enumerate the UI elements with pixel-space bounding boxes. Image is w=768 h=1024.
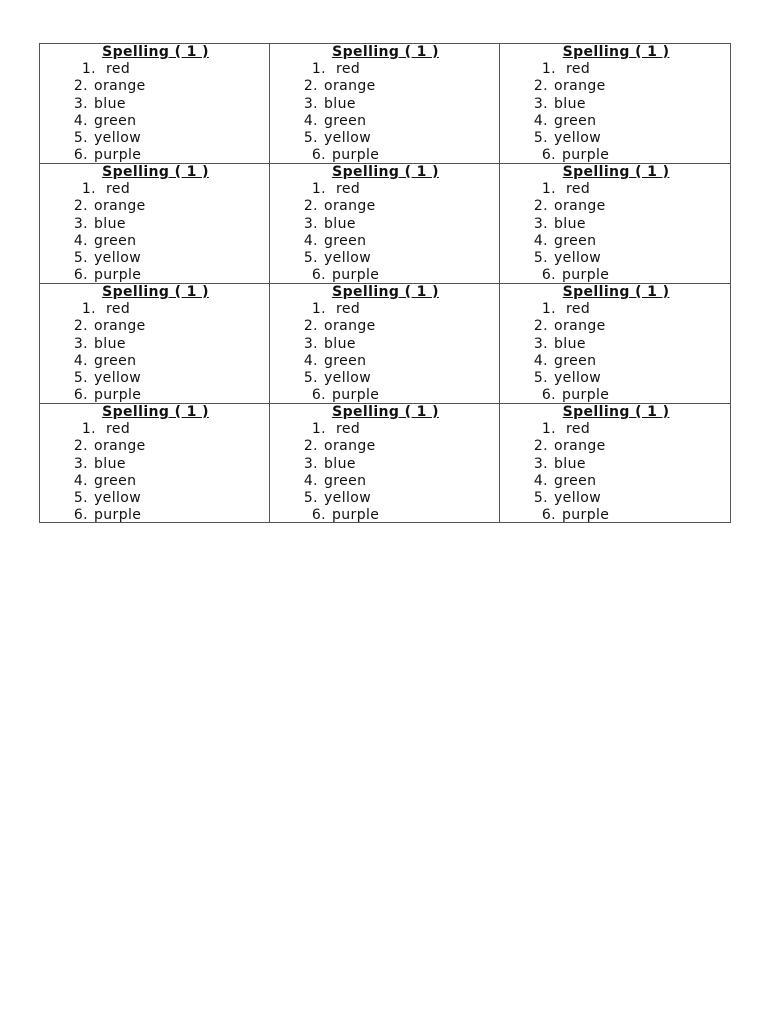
word-text: purple bbox=[332, 387, 380, 404]
list-item bbox=[500, 267, 730, 284]
word-number: 1. bbox=[541, 61, 556, 78]
word-text: blue bbox=[94, 455, 126, 472]
word-list bbox=[500, 181, 730, 284]
word-number: 3. bbox=[303, 335, 318, 352]
list-item bbox=[40, 216, 269, 233]
word-number: 4. bbox=[73, 112, 88, 129]
list-item bbox=[40, 147, 269, 164]
list-item bbox=[270, 61, 499, 78]
list-item bbox=[270, 250, 499, 267]
word-number: 3. bbox=[303, 455, 318, 472]
list-item bbox=[270, 456, 499, 473]
list-item bbox=[500, 130, 730, 147]
card-title: Spelling ( 1 ) bbox=[562, 284, 670, 300]
card-title: Spelling ( 1 ) bbox=[102, 164, 209, 180]
list-item bbox=[270, 233, 499, 250]
spelling-card bbox=[270, 164, 500, 284]
word-number: 1. bbox=[81, 181, 96, 198]
list-item bbox=[40, 181, 269, 198]
word-number: 5. bbox=[303, 489, 318, 506]
list-item bbox=[270, 473, 499, 490]
word-text: yellow bbox=[554, 369, 602, 386]
word-text: green bbox=[94, 232, 137, 249]
word-text: blue bbox=[94, 95, 126, 112]
list-item bbox=[270, 438, 499, 455]
word-text: orange bbox=[94, 318, 146, 335]
word-number: 5. bbox=[533, 369, 548, 386]
word-text: red bbox=[566, 301, 591, 318]
word-number: 2. bbox=[533, 198, 548, 215]
word-number: 5. bbox=[303, 249, 318, 266]
word-number: 2. bbox=[303, 438, 318, 455]
word-number: 6. bbox=[73, 147, 88, 164]
list-item bbox=[500, 353, 730, 370]
word-text: yellow bbox=[324, 249, 372, 266]
word-text: red bbox=[106, 61, 131, 78]
word-text: purple bbox=[562, 147, 610, 164]
list-item bbox=[270, 130, 499, 147]
list-item bbox=[40, 96, 269, 113]
word-list bbox=[270, 301, 499, 404]
word-list bbox=[40, 421, 269, 524]
word-text: green bbox=[324, 232, 367, 249]
card-title: Spelling ( 1 ) bbox=[332, 284, 439, 300]
word-number: 2. bbox=[303, 318, 318, 335]
word-number: 3. bbox=[73, 215, 88, 232]
word-text: purple bbox=[562, 267, 610, 284]
word-number: 2. bbox=[533, 318, 548, 335]
word-number: 5. bbox=[533, 129, 548, 146]
word-number: 4. bbox=[303, 472, 318, 489]
card-title: Spelling ( 1 ) bbox=[332, 404, 439, 420]
word-list bbox=[500, 61, 730, 164]
word-list bbox=[270, 61, 499, 164]
word-list bbox=[500, 421, 730, 524]
word-text: orange bbox=[554, 318, 606, 335]
word-text: purple bbox=[94, 507, 142, 524]
word-number: 3. bbox=[533, 95, 548, 112]
word-text: red bbox=[336, 301, 361, 318]
list-item bbox=[500, 78, 730, 95]
word-number: 1. bbox=[311, 61, 326, 78]
list-item bbox=[40, 250, 269, 267]
word-number: 3. bbox=[533, 335, 548, 352]
list-item bbox=[40, 233, 269, 250]
spelling-card bbox=[500, 284, 730, 404]
word-number: 6. bbox=[311, 387, 326, 404]
word-number: 5. bbox=[303, 129, 318, 146]
word-text: yellow bbox=[324, 489, 372, 506]
spelling-cards-sheet bbox=[39, 43, 731, 523]
word-text: yellow bbox=[94, 369, 142, 386]
word-number: 6. bbox=[311, 507, 326, 524]
word-text: orange bbox=[554, 78, 606, 95]
list-item bbox=[500, 507, 730, 524]
word-number: 1. bbox=[81, 301, 96, 318]
word-number: 6. bbox=[73, 267, 88, 284]
word-number: 2. bbox=[73, 318, 88, 335]
word-text: purple bbox=[94, 387, 142, 404]
word-text: yellow bbox=[94, 489, 142, 506]
card-title: Spelling ( 1 ) bbox=[562, 164, 670, 180]
list-item bbox=[270, 216, 499, 233]
list-item bbox=[40, 438, 269, 455]
word-text: purple bbox=[562, 387, 610, 404]
word-number: 6. bbox=[541, 507, 556, 524]
list-item bbox=[40, 387, 269, 404]
word-text: purple bbox=[94, 267, 142, 284]
word-number: 2. bbox=[533, 78, 548, 95]
word-text: blue bbox=[324, 215, 356, 232]
word-number: 4. bbox=[303, 112, 318, 129]
list-item bbox=[270, 353, 499, 370]
word-number: 1. bbox=[541, 181, 556, 198]
list-item bbox=[270, 490, 499, 507]
word-text: blue bbox=[554, 215, 586, 232]
word-text: blue bbox=[324, 455, 356, 472]
word-number: 2. bbox=[533, 438, 548, 455]
word-text: blue bbox=[324, 335, 356, 352]
list-item bbox=[500, 421, 730, 438]
card-title: Spelling ( 1 ) bbox=[332, 164, 439, 180]
list-item bbox=[270, 113, 499, 130]
list-item bbox=[500, 490, 730, 507]
word-text: yellow bbox=[554, 129, 602, 146]
word-text: orange bbox=[554, 198, 606, 215]
list-item bbox=[500, 473, 730, 490]
word-number: 1. bbox=[311, 421, 326, 438]
word-number: 4. bbox=[533, 232, 548, 249]
spelling-card bbox=[40, 284, 270, 404]
word-number: 4. bbox=[533, 112, 548, 129]
word-number: 5. bbox=[533, 249, 548, 266]
word-number: 1. bbox=[541, 301, 556, 318]
word-text: red bbox=[336, 61, 361, 78]
word-text: green bbox=[554, 232, 597, 249]
word-text: red bbox=[566, 61, 591, 78]
list-item bbox=[270, 336, 499, 353]
list-item bbox=[270, 387, 499, 404]
word-text: red bbox=[336, 421, 361, 438]
word-number: 3. bbox=[303, 95, 318, 112]
word-text: blue bbox=[554, 95, 586, 112]
list-item bbox=[500, 336, 730, 353]
list-item bbox=[500, 250, 730, 267]
word-text: orange bbox=[94, 78, 146, 95]
list-item bbox=[500, 96, 730, 113]
word-text: green bbox=[94, 352, 137, 369]
spelling-card bbox=[500, 44, 730, 164]
list-item bbox=[500, 198, 730, 215]
word-text: green bbox=[554, 352, 597, 369]
list-item bbox=[270, 318, 499, 335]
word-text: blue bbox=[324, 95, 356, 112]
word-number: 2. bbox=[73, 438, 88, 455]
word-text: yellow bbox=[324, 369, 372, 386]
word-text: orange bbox=[94, 198, 146, 215]
list-item bbox=[40, 318, 269, 335]
word-text: blue bbox=[554, 335, 586, 352]
spelling-card bbox=[40, 164, 270, 284]
word-text: green bbox=[94, 472, 137, 489]
word-number: 1. bbox=[81, 61, 96, 78]
list-item bbox=[500, 147, 730, 164]
list-item bbox=[270, 198, 499, 215]
word-text: red bbox=[566, 421, 591, 438]
word-number: 5. bbox=[73, 249, 88, 266]
word-number: 4. bbox=[303, 352, 318, 369]
list-item bbox=[270, 96, 499, 113]
list-item bbox=[40, 490, 269, 507]
word-text: purple bbox=[332, 147, 380, 164]
list-item bbox=[40, 130, 269, 147]
word-number: 6. bbox=[311, 147, 326, 164]
card-title: Spelling ( 1 ) bbox=[332, 44, 439, 60]
word-number: 3. bbox=[73, 455, 88, 472]
word-number: 4. bbox=[303, 232, 318, 249]
word-text: purple bbox=[562, 507, 610, 524]
list-item bbox=[40, 336, 269, 353]
list-item bbox=[40, 61, 269, 78]
word-text: red bbox=[106, 301, 131, 318]
spelling-card bbox=[500, 164, 730, 284]
list-item bbox=[270, 421, 499, 438]
word-number: 3. bbox=[73, 335, 88, 352]
word-number: 4. bbox=[533, 472, 548, 489]
word-text: orange bbox=[554, 438, 606, 455]
word-text: blue bbox=[94, 215, 126, 232]
word-number: 1. bbox=[311, 301, 326, 318]
list-item bbox=[270, 147, 499, 164]
word-number: 6. bbox=[541, 147, 556, 164]
list-item bbox=[500, 387, 730, 404]
word-number: 5. bbox=[73, 489, 88, 506]
word-list bbox=[270, 181, 499, 284]
list-item bbox=[40, 267, 269, 284]
word-text: orange bbox=[324, 198, 376, 215]
word-number: 4. bbox=[73, 472, 88, 489]
word-number: 2. bbox=[303, 78, 318, 95]
list-item bbox=[40, 456, 269, 473]
word-number: 6. bbox=[541, 267, 556, 284]
spelling-card bbox=[40, 44, 270, 164]
list-item bbox=[270, 507, 499, 524]
word-number: 6. bbox=[73, 507, 88, 524]
word-text: orange bbox=[324, 78, 376, 95]
word-number: 3. bbox=[73, 95, 88, 112]
word-number: 3. bbox=[533, 455, 548, 472]
list-item bbox=[500, 438, 730, 455]
word-text: red bbox=[106, 181, 131, 198]
list-item bbox=[40, 198, 269, 215]
spelling-card bbox=[270, 404, 500, 522]
word-number: 4. bbox=[533, 352, 548, 369]
word-number: 5. bbox=[73, 129, 88, 146]
word-number: 4. bbox=[73, 232, 88, 249]
word-text: purple bbox=[94, 147, 142, 164]
list-item bbox=[500, 216, 730, 233]
word-number: 2. bbox=[303, 198, 318, 215]
word-number: 2. bbox=[73, 198, 88, 215]
word-text: orange bbox=[94, 438, 146, 455]
list-item bbox=[500, 61, 730, 78]
list-item bbox=[270, 301, 499, 318]
word-text: purple bbox=[332, 507, 380, 524]
list-item bbox=[500, 301, 730, 318]
list-item bbox=[270, 78, 499, 95]
list-item bbox=[270, 267, 499, 284]
word-text: red bbox=[106, 421, 131, 438]
card-title: Spelling ( 1 ) bbox=[562, 404, 670, 420]
spelling-card bbox=[270, 284, 500, 404]
word-number: 5. bbox=[303, 369, 318, 386]
word-number: 5. bbox=[73, 369, 88, 386]
list-item bbox=[500, 233, 730, 250]
card-title: Spelling ( 1 ) bbox=[102, 404, 209, 420]
word-number: 6. bbox=[73, 387, 88, 404]
word-text: yellow bbox=[554, 249, 602, 266]
word-number: 1. bbox=[541, 421, 556, 438]
list-item bbox=[500, 456, 730, 473]
spelling-card bbox=[500, 404, 730, 522]
word-text: green bbox=[554, 472, 597, 489]
word-number: 5. bbox=[533, 489, 548, 506]
list-item bbox=[40, 473, 269, 490]
word-list bbox=[40, 181, 269, 284]
word-text: yellow bbox=[94, 129, 142, 146]
word-number: 2. bbox=[73, 78, 88, 95]
word-list bbox=[500, 301, 730, 404]
word-number: 1. bbox=[81, 421, 96, 438]
list-item bbox=[40, 301, 269, 318]
card-title: Spelling ( 1 ) bbox=[562, 44, 670, 60]
word-text: orange bbox=[324, 438, 376, 455]
word-number: 6. bbox=[311, 267, 326, 284]
spelling-card bbox=[40, 404, 270, 522]
list-item bbox=[500, 370, 730, 387]
word-text: blue bbox=[554, 455, 586, 472]
word-text: green bbox=[324, 352, 367, 369]
word-text: green bbox=[324, 472, 367, 489]
word-text: blue bbox=[94, 335, 126, 352]
list-item bbox=[40, 370, 269, 387]
word-text: green bbox=[94, 112, 137, 129]
word-number: 3. bbox=[533, 215, 548, 232]
word-text: red bbox=[566, 181, 591, 198]
list-item bbox=[40, 507, 269, 524]
word-list bbox=[40, 301, 269, 404]
list-item bbox=[500, 318, 730, 335]
list-item bbox=[270, 370, 499, 387]
word-list bbox=[40, 61, 269, 164]
list-item bbox=[270, 181, 499, 198]
list-item bbox=[40, 113, 269, 130]
card-title: Spelling ( 1 ) bbox=[102, 44, 209, 60]
word-text: green bbox=[324, 112, 367, 129]
card-title: Spelling ( 1 ) bbox=[102, 284, 209, 300]
word-text: red bbox=[336, 181, 361, 198]
word-number: 3. bbox=[303, 215, 318, 232]
word-text: yellow bbox=[554, 489, 602, 506]
list-item bbox=[40, 421, 269, 438]
word-text: green bbox=[554, 112, 597, 129]
list-item bbox=[500, 113, 730, 130]
list-item bbox=[40, 353, 269, 370]
spelling-card bbox=[270, 44, 500, 164]
word-number: 6. bbox=[541, 387, 556, 404]
word-text: purple bbox=[332, 267, 380, 284]
word-list bbox=[270, 421, 499, 524]
word-text: yellow bbox=[94, 249, 142, 266]
list-item bbox=[500, 181, 730, 198]
list-item bbox=[40, 78, 269, 95]
word-text: yellow bbox=[324, 129, 372, 146]
word-text: orange bbox=[324, 318, 376, 335]
word-number: 1. bbox=[311, 181, 326, 198]
word-number: 4. bbox=[73, 352, 88, 369]
